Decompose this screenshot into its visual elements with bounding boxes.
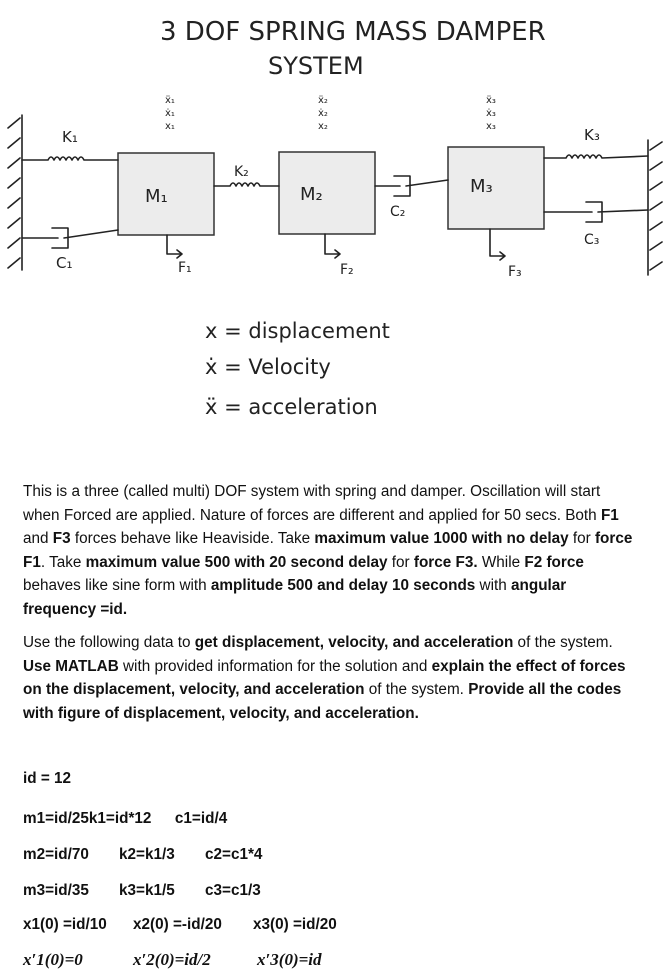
spring-mass-damper-diagram [0,0,668,440]
force-arrow-f3 [490,229,505,260]
legend-acceleration: ẍ = acceleration [205,395,378,419]
param-row-3: m3=id/35 k3=k1/5 c3=c1/3 [23,882,261,899]
mass-label-m3: M₃ [470,176,493,197]
force-label-f1: F₁ [178,260,192,276]
mass-label-m1: M₁ [145,186,168,207]
problem-statement [23,480,633,735]
diagram-title-line2: SYSTEM [268,52,364,80]
damper-c2 [375,176,448,196]
right-wall [648,140,662,275]
param-row-5: x′1(0)=0 x′2(0)=id/2 x′3(0)=id [23,950,322,969]
left-wall [8,115,22,270]
spring-label-k2: K₂ [234,164,249,180]
mass-m2 [279,152,375,234]
param-row-1: m1=id/25k1=id*12 c1=id/4 [23,810,228,827]
motion-label-m2-disp: x₂ [318,121,328,132]
force-label-f3: F₃ [508,264,522,280]
damper-c3 [544,202,648,222]
legend-velocity: ẋ = Velocity [205,355,331,379]
force-arrow-f2 [325,234,340,258]
motion-label-m1-disp: x₁ [165,121,175,132]
diagram-title-line1: 3 DOF SPRING MASS DAMPER [160,17,546,47]
motion-label-m2-vel: ẋ₂ [318,108,328,119]
force-label-f2: F₂ [340,262,354,278]
legend-displacement: x = displacement [205,319,390,343]
spring-k3 [544,155,648,158]
spring-k2 [214,183,279,186]
mass-label-m2: M₂ [300,184,323,205]
motion-label-m3-disp: x₃ [486,121,496,132]
paragraph-forces: This is a three (called multi) DOF system with spring and damper. Oscillation will start when Forced are applied. Nature of forces are different and applied for 50 secs. Both F1 and F3 forces behave like Heaviside. Take maximum value 1000 with no delay for force F1. Take maximum value 500 with 20 second delay for force F3. While F2 force behaves like sine form with amplitude 500 and delay 10 seconds with angular frequency =id. [23,483,633,618]
spring-k1 [22,157,118,160]
damper-label-c3: C₃ [584,232,600,248]
force-arrow-f1 [167,235,182,258]
param-id: id = 12 [23,770,72,787]
motion-label-m3-vel: ẋ₃ [486,108,496,119]
param-row-2: m2=id/70 k2=k1/3 c2=c1*4 [23,846,263,863]
damper-c1 [22,228,118,248]
paragraph-task: Use the following data to get displacement, velocity, and acceleration of the system. Use MATLAB with provided information for the solution and explain the effect of forces on the displacement, velocity, and acceleration of the system. Provide all the codes with figure of displacement, velocity, and acceleration. [23,634,626,722]
damper-label-c2: C₂ [390,204,406,220]
mass-m3 [448,147,544,229]
motion-label-m2-acc: ẍ₂ [318,95,328,106]
damper-label-c1: C₁ [56,254,73,272]
param-row-4: x1(0) =id/10 x2(0) =-id/20 x3(0) =id/20 [23,916,337,933]
motion-label-m1-acc: ẍ₁ [165,95,175,106]
motion-label-m3-acc: ẍ₃ [486,95,496,106]
spring-label-k1: K₁ [62,128,78,146]
motion-label-m1-vel: ẋ₁ [165,108,175,119]
spring-label-k3: K₃ [584,126,600,144]
